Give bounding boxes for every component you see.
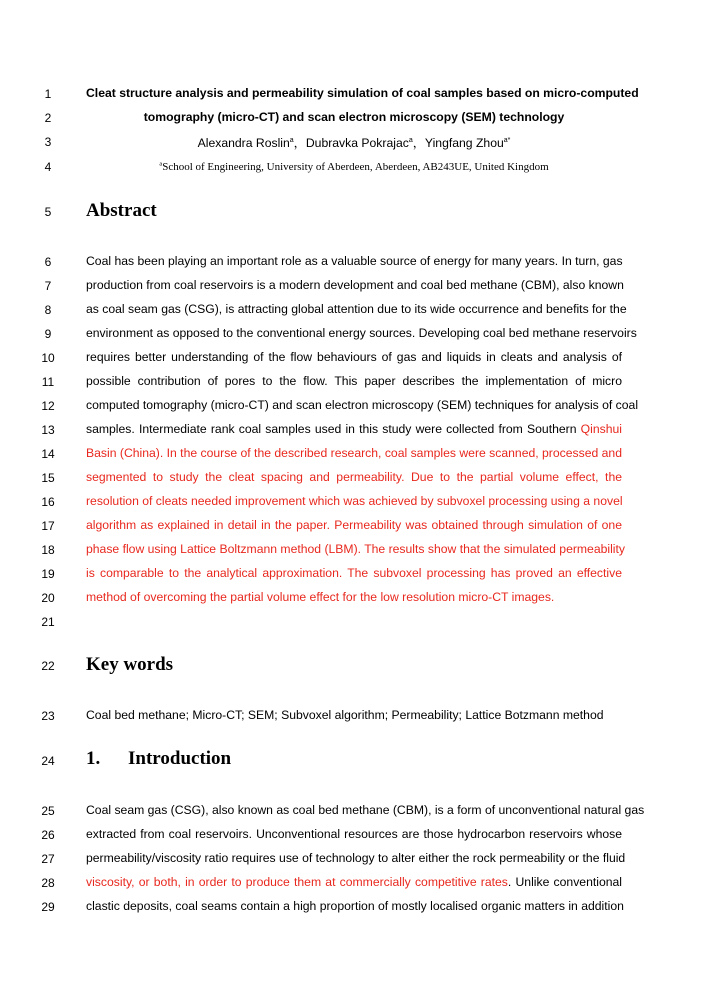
abstract-text: samples. Intermediate rank coal samples used in this study were collected from Southern — [86, 422, 581, 436]
author-list — [86, 134, 622, 151]
line-number: 17 — [41, 519, 55, 533]
section-title: Introduction — [128, 748, 232, 769]
intro-line: clastic deposits, coal seams contain a high proportion of mostly localised organic matters in addition — [86, 899, 624, 913]
intro-line: extracted from coal reservoirs. Unconventional resources are those hydrocarbon reservoirs whose — [86, 827, 622, 841]
author-affiliation-mark: a — [408, 136, 413, 144]
author-name: Alexandra Roslin — [197, 136, 290, 150]
line-number: 26 — [41, 828, 55, 842]
author-separator: ， — [293, 136, 306, 150]
line-number: 1 — [44, 87, 52, 101]
line-number: 4 — [44, 160, 52, 174]
author-name: Yingfang Zhou — [424, 136, 504, 150]
intro-line: Coal seam gas (CSG), also known as coal bed methane (CBM), is a form of unconventional natural gas — [86, 803, 645, 817]
line-number: 25 — [41, 804, 55, 818]
abstract-heading: Abstract — [86, 200, 157, 221]
line-number: 13 — [41, 423, 55, 437]
affiliation-mark: a — [159, 160, 163, 168]
abstract-line: environment as opposed to the conventional energy sources. Developing coal bed methane reservoirs — [86, 326, 637, 340]
highlighted-text: viscosity, or both, in order to produce them at commercially competitive rates — [86, 875, 508, 889]
intro-line: permeability/viscosity ratio requires use of technology to alter either the rock permeability or the fluid — [86, 851, 626, 865]
line-number: 2 — [44, 111, 52, 125]
paper-title-line-2: tomography (micro-CT) and scan electron microscopy (SEM) technology — [143, 110, 565, 124]
line-number: 12 — [41, 399, 55, 413]
abstract-line: Coal has been playing an important role as a valuable source of energy for many years. In turn, gas — [86, 254, 623, 268]
line-number: 20 — [41, 591, 55, 605]
line-number: 7 — [44, 279, 52, 293]
abstract-line: requires better understanding of the flow behaviours of gas and liquids in cleats and analysis of — [86, 350, 622, 364]
line-number: 16 — [41, 495, 55, 509]
abstract-line-highlighted: algorithm as explained in detail in the paper. Permeability was obtained through simulation of one — [86, 518, 622, 532]
keywords-text: Coal bed methane; Micro-CT; SEM; Subvoxel algorithm; Permeability; Lattice Botzmann method — [86, 708, 604, 722]
line-number: 14 — [41, 447, 55, 461]
author-affiliation-mark: a* — [503, 136, 511, 144]
line-number: 29 — [41, 900, 55, 914]
introduction-heading — [86, 748, 231, 770]
abstract-line — [86, 422, 622, 436]
line-number: 9 — [44, 327, 52, 341]
line-number: 15 — [41, 471, 55, 485]
line-number: 11 — [41, 375, 55, 389]
line-number: 18 — [41, 543, 55, 557]
abstract-line-highlighted: is comparable to the analytical approximation. The subvoxel processing has proved an effective — [86, 566, 622, 580]
abstract-line-highlighted: segmented to study the cleat spacing and permeability. Due to the partial volume effect, the — [86, 470, 622, 484]
line-number: 6 — [44, 255, 52, 269]
line-number: 24 — [41, 754, 55, 768]
line-number: 23 — [41, 709, 55, 723]
line-number: 21 — [41, 615, 55, 629]
abstract-line-highlighted: phase flow using Lattice Boltzmann method (LBM). The results show that the simulated permeability — [86, 542, 625, 556]
author-separator: ， — [412, 136, 425, 150]
section-number: 1. — [86, 748, 101, 769]
author-name: Dubravka Pokrajac — [305, 136, 409, 150]
affiliation-text: School of Engineering, University of Aberdeen, Aberdeen, AB243UE, United Kingdom — [162, 161, 549, 173]
abstract-line-highlighted: Basin (China). In the course of the described research, coal samples were scanned, processed and — [86, 446, 622, 460]
line-number: 5 — [44, 205, 52, 219]
paper-title-line-1: Cleat structure analysis and permeability simulation of coal samples based on micro-computed — [86, 86, 639, 100]
line-number: 19 — [41, 567, 55, 581]
line-number: 27 — [41, 852, 55, 866]
highlighted-text: Qinshui — [580, 422, 622, 436]
line-number: 8 — [44, 303, 52, 317]
author-affiliation-mark: a — [289, 136, 294, 144]
abstract-line: as coal seam gas (CSG), is attracting global attention due to its wide occurrence and benefits for the — [86, 302, 627, 316]
line-number: 3 — [44, 135, 52, 149]
line-number: 22 — [41, 659, 55, 673]
abstract-line-highlighted: method of overcoming the partial volume effect for the low resolution micro-CT images. — [86, 590, 555, 604]
affiliation — [86, 161, 622, 173]
abstract-line: computed tomography (micro-CT) and scan electron microscopy (SEM) techniques for analysis of coal — [86, 398, 639, 412]
keywords-heading: Key words — [86, 654, 174, 675]
line-number: 10 — [41, 351, 55, 365]
abstract-line: possible contribution of pores to the flow. This paper describes the implementation of micro — [86, 374, 622, 388]
abstract-line-highlighted: resolution of cleats needed improvement which was achieved by subvoxel processing using a novel — [86, 494, 623, 508]
line-number: 28 — [41, 876, 55, 890]
abstract-line: production from coal reservoirs is a modern development and coal bed methane (CBM), also known — [86, 278, 624, 292]
intro-line — [86, 875, 622, 889]
intro-text: . Unlike conventional — [507, 875, 622, 889]
